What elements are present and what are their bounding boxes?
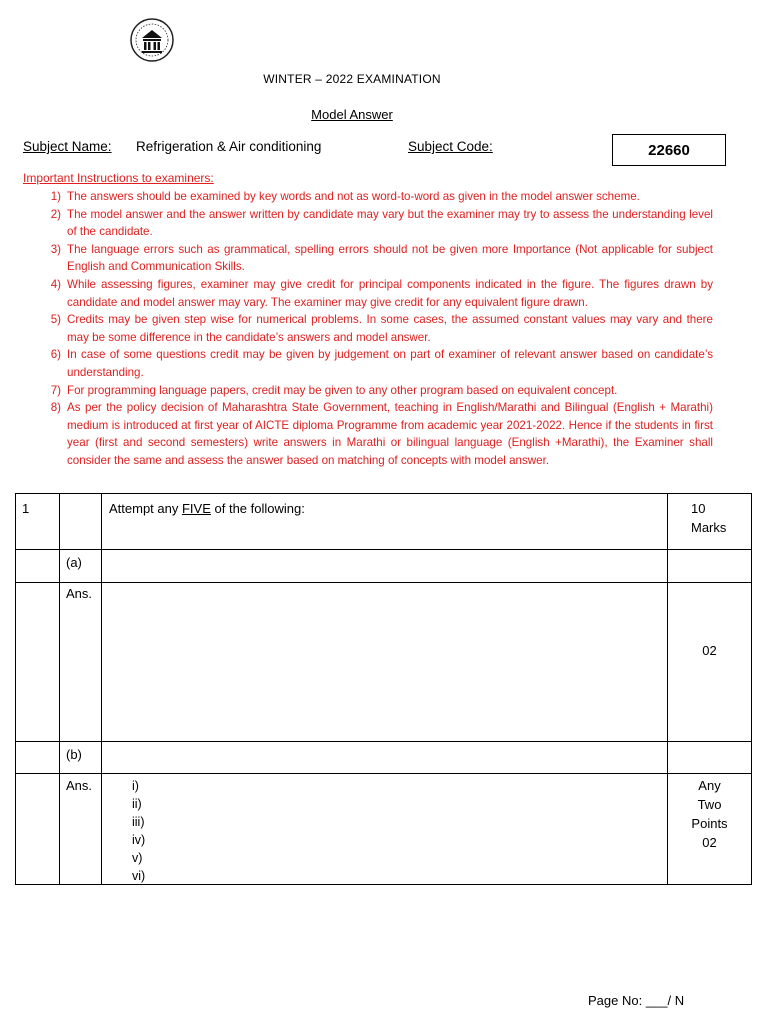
table-divider bbox=[59, 493, 60, 885]
marks-a: 02 bbox=[702, 643, 717, 658]
subject-name-label: Subject Name: bbox=[23, 139, 112, 154]
table-divider bbox=[15, 773, 752, 774]
page-number: Page No: ___/ N bbox=[588, 993, 685, 1008]
table-border bbox=[15, 884, 752, 885]
model-answer-title: Model Answer bbox=[311, 107, 393, 122]
instruction-text: The language errors such as grammatical, spelling errors should not be given more Importance (Not applicable for subject English and Communication Skills. bbox=[67, 242, 713, 274]
instruction-number: 7) bbox=[50, 383, 61, 397]
instruction-number: 5) bbox=[50, 313, 61, 327]
instructions-list bbox=[23, 188, 713, 470]
instruction-text: Credits may be given step wise for numerical problems. In some cases, the assumed constant values may vary and there may be some difference in the candidate’s answers and model answer. bbox=[67, 313, 713, 344]
answer-point: iii) bbox=[132, 815, 145, 829]
instruction-text: While assessing figures, examiner may give credit for principal components indicated in the figure. The figures drawn by candidate and model answer may vary. The examiner may give credit for any equivalent figure drawn. bbox=[67, 277, 713, 309]
table-divider bbox=[15, 549, 752, 550]
instruction-item bbox=[23, 399, 713, 469]
answer-label-b: Ans. bbox=[66, 778, 93, 793]
table-divider bbox=[15, 582, 752, 583]
marks-b-line: Two bbox=[697, 797, 722, 812]
instruction-number: 2) bbox=[50, 207, 61, 221]
subject-name: Refrigeration & Air conditioning bbox=[136, 139, 322, 154]
instruction-item bbox=[23, 206, 713, 241]
answer-point: i) bbox=[132, 779, 139, 793]
question-text-emphasis: FIVE bbox=[181, 501, 211, 516]
marks-b-line: Any bbox=[698, 778, 721, 793]
question-marks bbox=[691, 499, 726, 537]
instruction-number: 1) bbox=[50, 190, 61, 203]
marks-b bbox=[668, 776, 751, 852]
question-text bbox=[109, 499, 305, 518]
instruction-text: The model answer and the answer written by candidate may vary but the examiner may try to assess the understanding level of the candidate. bbox=[67, 207, 713, 239]
sub-question-b: (b) bbox=[66, 747, 82, 762]
marks-b-line: 02 bbox=[702, 835, 717, 850]
instruction-text: The answers should be examined by key words and not as word-to-word as given in the model answer scheme. bbox=[67, 190, 640, 203]
instruction-item bbox=[23, 382, 713, 400]
instruction-text: In case of some questions credit may be given by judgement on part of examiner of relevant answer based on candidate’s understanding. bbox=[67, 348, 713, 379]
question-marks-unit: Marks bbox=[691, 520, 727, 535]
instruction-text: For programming language papers, credit may be given to any other program based on equivalent concept. bbox=[67, 383, 618, 397]
instruction-item bbox=[23, 346, 713, 381]
instruction-text: As per the policy decision of Maharashtra State Government, teaching in English/Marathi and Bilingual (English + Marathi) medium is introduced at first year of AICTE diploma Programme from academic year 2021-2022. Hence if the students in first year (first and second semesters) write answers in Marathi or bilingual language (English +Marathi), the Examiner shall consider the same and assess the answer based on matching of concepts with model answer. bbox=[67, 401, 713, 467]
question-text-suffix: of the following: bbox=[210, 501, 305, 516]
sub-question-a: (a) bbox=[66, 555, 82, 570]
exam-title: WINTER – 2022 EXAMINATION bbox=[263, 72, 441, 86]
table-divider bbox=[15, 741, 752, 742]
subject-code-label: Subject Code: bbox=[408, 139, 493, 154]
question-text-prefix: Attempt any bbox=[109, 501, 182, 516]
instruction-item bbox=[23, 311, 713, 346]
answer-table bbox=[15, 493, 752, 885]
instruction-number: 6) bbox=[50, 348, 61, 362]
answer-point: v) bbox=[132, 851, 143, 865]
answer-points-list bbox=[132, 777, 145, 885]
subject-code: 22660 bbox=[648, 141, 690, 159]
instruction-number: 4) bbox=[50, 277, 61, 291]
table-divider bbox=[101, 493, 102, 885]
instruction-item bbox=[23, 188, 713, 206]
instructions-heading: Important Instructions to examiners: bbox=[23, 171, 214, 185]
instruction-number: 8) bbox=[50, 401, 61, 415]
answer-label-a: Ans. bbox=[66, 586, 93, 601]
institution-seal-icon bbox=[128, 16, 176, 64]
table-border bbox=[15, 493, 752, 494]
answer-point: iv) bbox=[132, 833, 146, 847]
table-border bbox=[15, 493, 16, 885]
answer-point: vi) bbox=[132, 869, 146, 883]
table-border bbox=[751, 493, 752, 885]
answer-point: ii) bbox=[132, 797, 142, 811]
instruction-number: 3) bbox=[50, 242, 61, 256]
instruction-item bbox=[23, 276, 713, 311]
question-marks-value: 10 bbox=[691, 501, 706, 516]
marks-b-line: Points bbox=[691, 816, 728, 831]
subject-code-box bbox=[612, 134, 726, 166]
instruction-item bbox=[23, 241, 713, 276]
question-number: 1 bbox=[22, 501, 30, 516]
